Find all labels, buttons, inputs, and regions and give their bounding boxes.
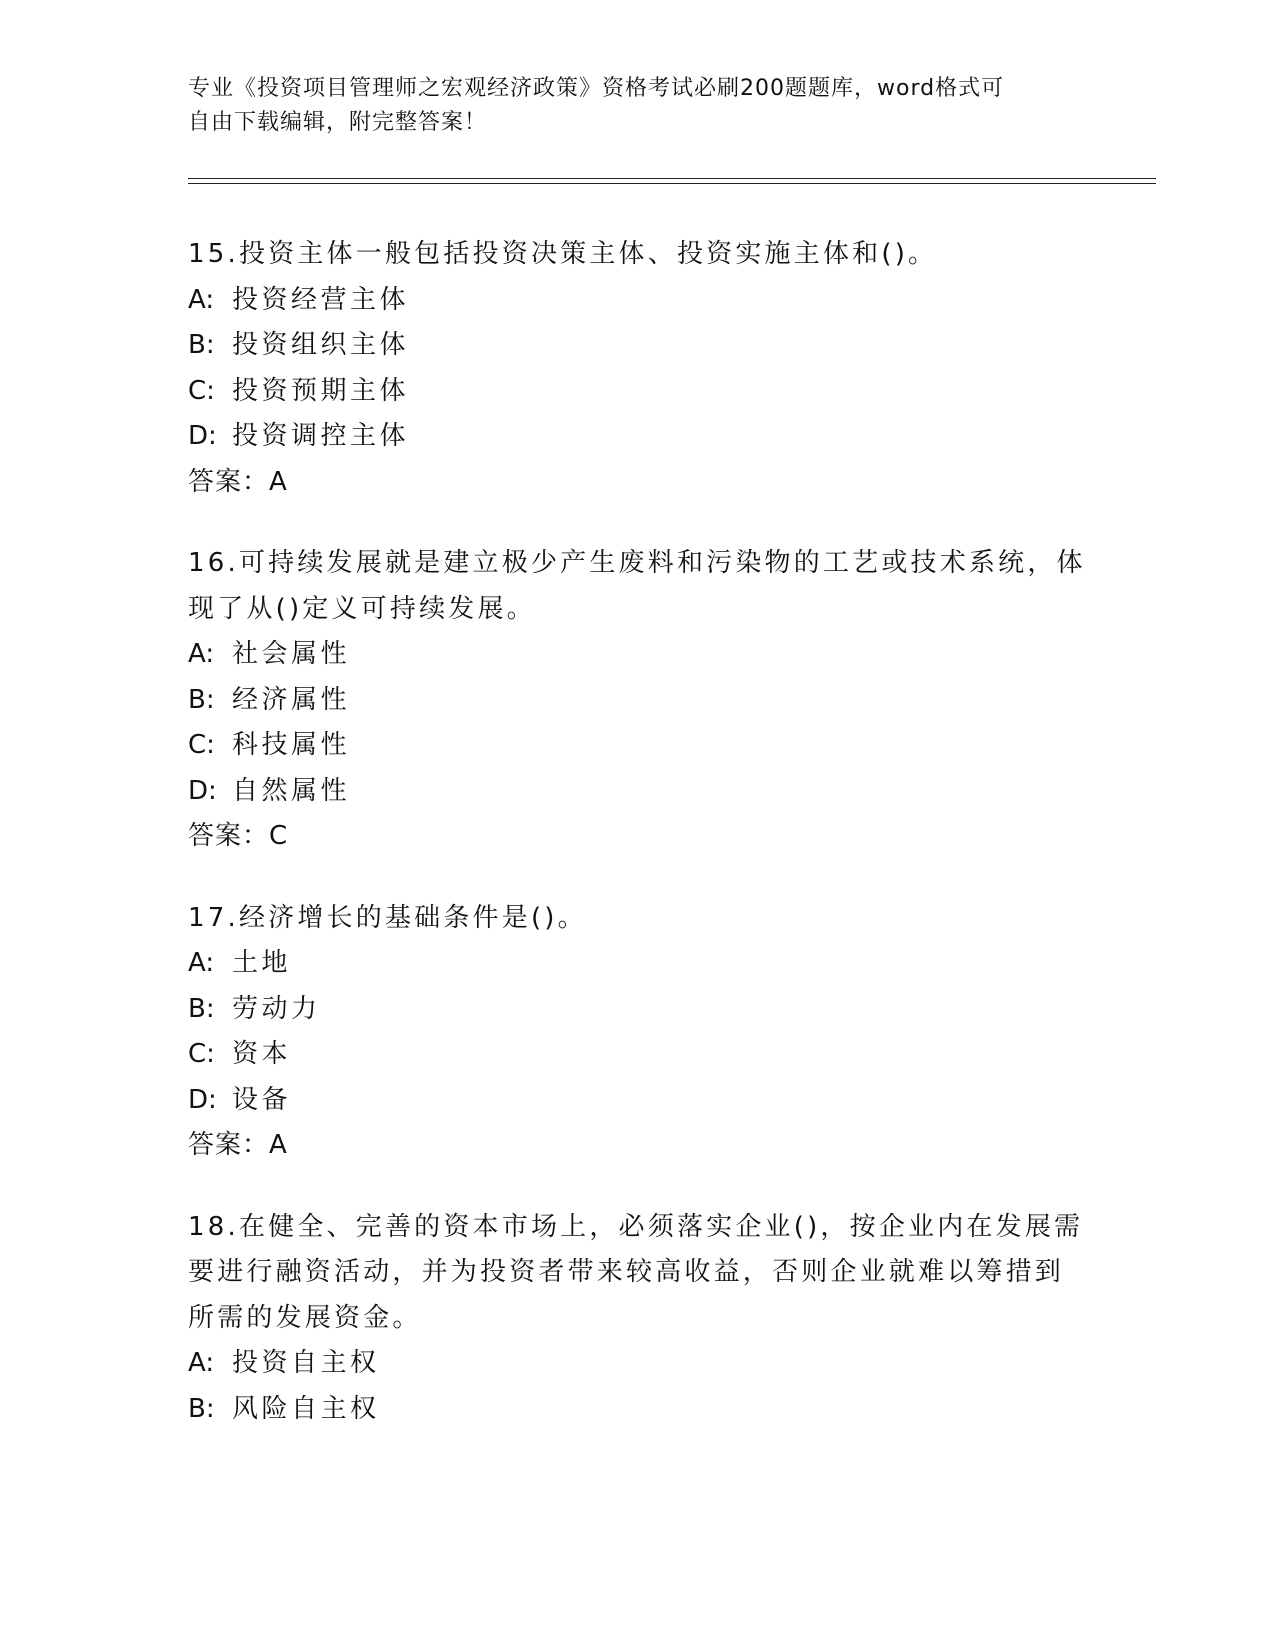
stem-line: 15.投资主体一般包括投资决策主体、投资实施主体和()。: [188, 239, 938, 269]
question-list: [188, 232, 1088, 1468]
option-text: 风险自主权: [232, 1393, 380, 1424]
header-line-2: 自由下载编辑，附完整答案！: [188, 110, 488, 135]
answer: [188, 460, 1088, 506]
stem-line: 所需的发展资金。: [188, 1302, 422, 1333]
question-18: [188, 1205, 1088, 1433]
option-label: B:: [188, 330, 215, 360]
answer: [188, 814, 1088, 860]
option-label: B:: [188, 1393, 215, 1424]
option-c: [188, 369, 1088, 415]
document-header: [188, 72, 1088, 140]
answer-prefix: 答案：: [188, 1130, 270, 1160]
question-stem: [188, 541, 1088, 632]
option-text: 劳动力: [232, 993, 321, 1024]
option-label: C:: [188, 1039, 215, 1069]
option-text: 资本: [232, 1039, 292, 1069]
stem-line: 现了从()定义可持续发展。: [188, 593, 536, 624]
option-label: B:: [188, 993, 215, 1024]
answer-value: A: [269, 466, 288, 497]
option-text: 社会属性: [232, 639, 351, 669]
option-c: [188, 723, 1088, 769]
question-stem: [188, 232, 1088, 278]
option-text: 科技属性: [232, 730, 351, 760]
option-label: D:: [188, 421, 217, 451]
answer-value: A: [269, 1130, 288, 1160]
option-text: 投资预期主体: [232, 375, 410, 406]
header-line-1: 专业《投资项目管理师之宏观经济政策》资格考试必刷200题题库，word格式可: [188, 76, 1005, 101]
option-text: 投资自主权: [232, 1348, 380, 1378]
option-b: [188, 678, 1088, 724]
answer-prefix: 答案：: [188, 821, 270, 851]
option-a: [188, 1341, 1088, 1387]
answer-prefix: 答案：: [188, 466, 270, 497]
option-text: 投资调控主体: [232, 421, 410, 451]
answer-value: C: [269, 821, 289, 851]
option-label: A:: [188, 284, 215, 315]
option-label: D:: [188, 775, 217, 806]
header-divider-top: [188, 178, 1156, 179]
option-label: A:: [188, 1348, 215, 1378]
question-16: [188, 541, 1088, 860]
option-b: [188, 1387, 1088, 1433]
stem-line: 18.在健全、完善的资本市场上，必须落实企业()，按企业内在发展需: [188, 1211, 1084, 1242]
option-label: D:: [188, 1084, 217, 1115]
option-b: [188, 987, 1088, 1033]
option-label: A:: [188, 639, 215, 669]
option-d: [188, 414, 1088, 460]
option-c: [188, 1032, 1088, 1078]
option-d: [188, 769, 1088, 815]
option-text: 投资组织主体: [232, 330, 410, 360]
stem-line: 17.经济增长的基础条件是()。: [188, 902, 587, 933]
question-stem: [188, 1205, 1088, 1342]
header-divider-bottom: [188, 183, 1156, 184]
option-label: A:: [188, 948, 215, 978]
option-text: 经济属性: [232, 684, 351, 715]
question-stem: [188, 896, 1088, 942]
option-label: B:: [188, 684, 215, 715]
option-text: 土地: [232, 948, 292, 978]
option-text: 设备: [232, 1084, 292, 1115]
answer: [188, 1123, 1088, 1169]
stem-line: 要进行融资活动，并为投资者带来较高收益，否则企业就难以筹措到: [188, 1257, 1065, 1287]
option-b: [188, 323, 1088, 369]
question-17: [188, 896, 1088, 1169]
option-text: 投资经营主体: [232, 284, 410, 315]
question-15: [188, 232, 1088, 505]
option-d: [188, 1078, 1088, 1124]
option-a: [188, 941, 1088, 987]
option-a: [188, 278, 1088, 324]
option-label: C:: [188, 730, 215, 760]
option-label: C:: [188, 375, 215, 406]
stem-line: 16.可持续发展就是建立极少产生废料和污染物的工艺或技术系统，体: [188, 548, 1086, 578]
option-text: 自然属性: [232, 775, 351, 806]
option-a: [188, 632, 1088, 678]
